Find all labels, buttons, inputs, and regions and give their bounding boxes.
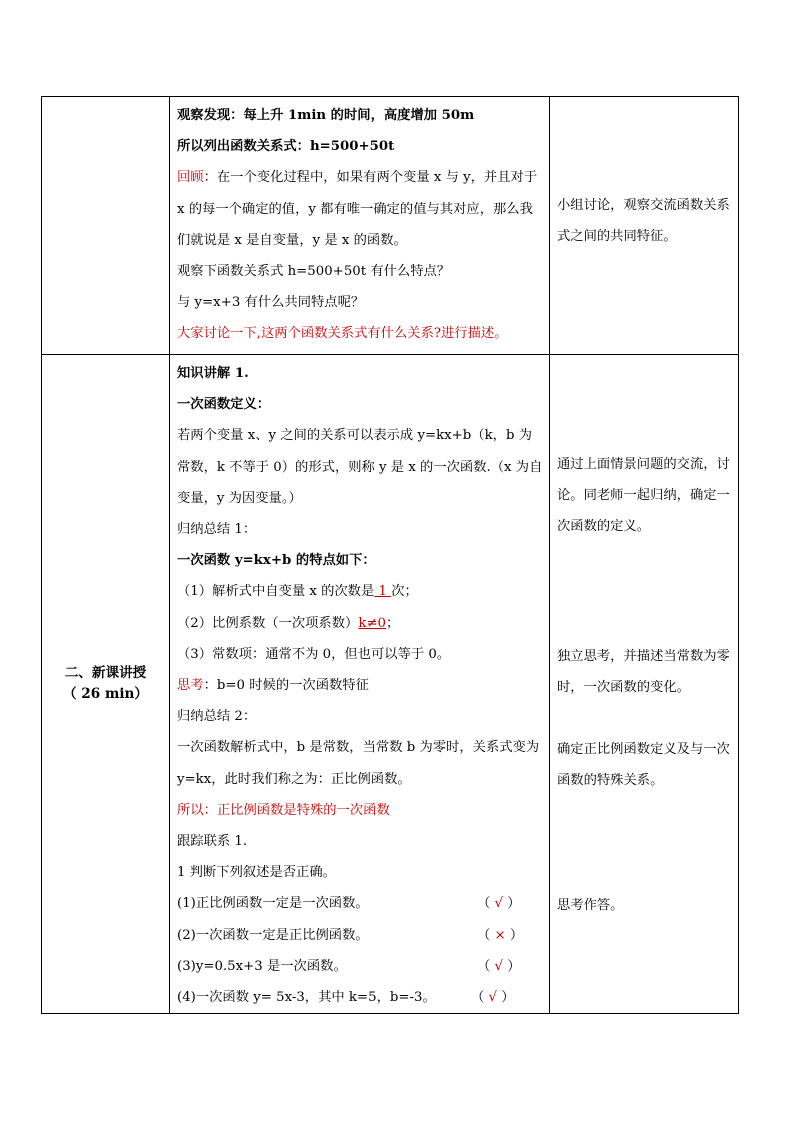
feature-1 bbox=[177, 576, 543, 607]
quiz-item: (1)正比例函数一定是一次函数。 （ √ ） bbox=[177, 888, 543, 919]
conclusion-line: 所以：正比例函数是特殊的一次函数 bbox=[177, 802, 390, 818]
activity-note: 小组讨论，观察交流函数关系式之间的共同特征。 bbox=[557, 198, 730, 245]
section-time: （ 26 min） bbox=[62, 686, 148, 703]
section-title: 二、新课讲授 bbox=[64, 665, 147, 682]
think-label: 思考 bbox=[177, 678, 204, 694]
practice-title: 跟踪联系 1. bbox=[177, 834, 248, 850]
content-cell bbox=[170, 355, 550, 1014]
feature-1-answer: 1 bbox=[374, 584, 392, 600]
table-row bbox=[42, 355, 739, 1014]
feature-1-text: （1）解析式中自变量 x 的次数是 bbox=[177, 584, 375, 600]
quiz-question: (3)y=0.5x+3 是一次函数。 bbox=[177, 958, 347, 974]
quiz-item: (2)一次函数一定是正比例函数。 （ × ） bbox=[177, 920, 543, 951]
definition-text: 若两个变量 x、y 之间的关系可以表示成 y=kx+b（k，b 为常数，k 不等于 0）的形式，则称 y 是 x 的一次函数.（x 为自变量，y 为因变量。） bbox=[177, 428, 543, 506]
activity-note: 独立思考，并描述当常数为零时，一次函数的变化。 bbox=[557, 648, 730, 695]
section-cell bbox=[42, 97, 170, 355]
question-line: 与 y=x+3 有什么共同特点呢？ bbox=[177, 295, 365, 311]
review-paragraph bbox=[177, 162, 543, 256]
check-mark: √ bbox=[494, 896, 504, 912]
feature-title: 一次函数 y=kx+b 的特点如下： bbox=[177, 553, 376, 569]
quiz-item: (4)一次函数 y= 5x-3，其中 k=5，b=-3。 （ √ ） bbox=[177, 982, 543, 1013]
feature-2-text: （2）比例系数（一次项系数） bbox=[177, 615, 359, 631]
review-text: ：在一个变化过程中，如果有两个变量 x 与 y，并且对于 x 的每一个确定的值，y 都有唯一确定的值与其对应，那么我们就说是 x 是自变量，y 是 x 的函数。 bbox=[177, 170, 538, 248]
section-cell bbox=[42, 355, 170, 1014]
question-line: 观察下函数关系式 h=500+50t 有什么特点？ bbox=[177, 264, 451, 280]
feature-2-suffix: ； bbox=[386, 615, 400, 631]
quiz-question: (2)一次函数一定是正比例函数。 bbox=[177, 927, 369, 943]
think-line bbox=[177, 670, 543, 701]
section-label bbox=[42, 355, 169, 1013]
quiz-question: (4)一次函数 y= 5x-3，其中 k=5，b=-3。 bbox=[177, 990, 436, 1006]
think-text: ：b=0 时候的一次函数特征 bbox=[203, 678, 369, 694]
quiz-item: (3)y=0.5x+3 是一次函数。 （ √ ） bbox=[177, 951, 543, 982]
feature-1-suffix: 次； bbox=[391, 584, 418, 600]
content-cell bbox=[170, 97, 550, 355]
lesson-plan-table bbox=[41, 96, 739, 1014]
table-row bbox=[42, 97, 739, 355]
discussion-line: 大家讨论一下,这两个函数关系式有什么关系?进行描述。 bbox=[177, 326, 508, 342]
activity-note: 确定正比例函数定义及与一次函数的特殊关系。 bbox=[557, 742, 730, 789]
check-mark: √ bbox=[488, 990, 498, 1006]
summary-title: 归纳总结 1： bbox=[177, 522, 257, 538]
feature-3: （3）常数项：通常不为 0，但也可以等于 0。 bbox=[177, 646, 451, 662]
summary-text: 一次函数解析式中，b 是常数，当常数 b 为零时，关系式变为 y=kx，此时我们称之为：正比例函数。 bbox=[177, 740, 540, 787]
definition-title: 一次函数定义： bbox=[177, 397, 271, 413]
feature-2-answer: k≠0 bbox=[358, 615, 386, 631]
observation-line: 观察发现：每上升 1min 的时间，高度增加 50m bbox=[177, 108, 475, 123]
knowledge-title: 知识讲解 1. bbox=[177, 366, 249, 381]
activity-cell bbox=[550, 355, 739, 1014]
activity-note: 通过上面情景问题的交流，讨论。同老师一起归纳，确定一次函数的定义。 bbox=[557, 457, 730, 535]
activity-cell bbox=[550, 97, 739, 355]
quiz-question: (1)正比例函数一定是一次函数。 bbox=[177, 896, 369, 912]
function-line: 所以列出函数关系式：h=500+50t bbox=[177, 139, 395, 155]
question-intro: 1 判断下列叙述是否正确。 bbox=[177, 865, 336, 881]
review-label: 回顾 bbox=[177, 170, 204, 186]
feature-2 bbox=[177, 608, 543, 639]
activity-note: 思考作答。 bbox=[557, 898, 624, 914]
cross-mark: × bbox=[494, 927, 506, 943]
summary-title: 归纳总结 2： bbox=[177, 709, 257, 725]
check-mark: √ bbox=[494, 958, 504, 974]
